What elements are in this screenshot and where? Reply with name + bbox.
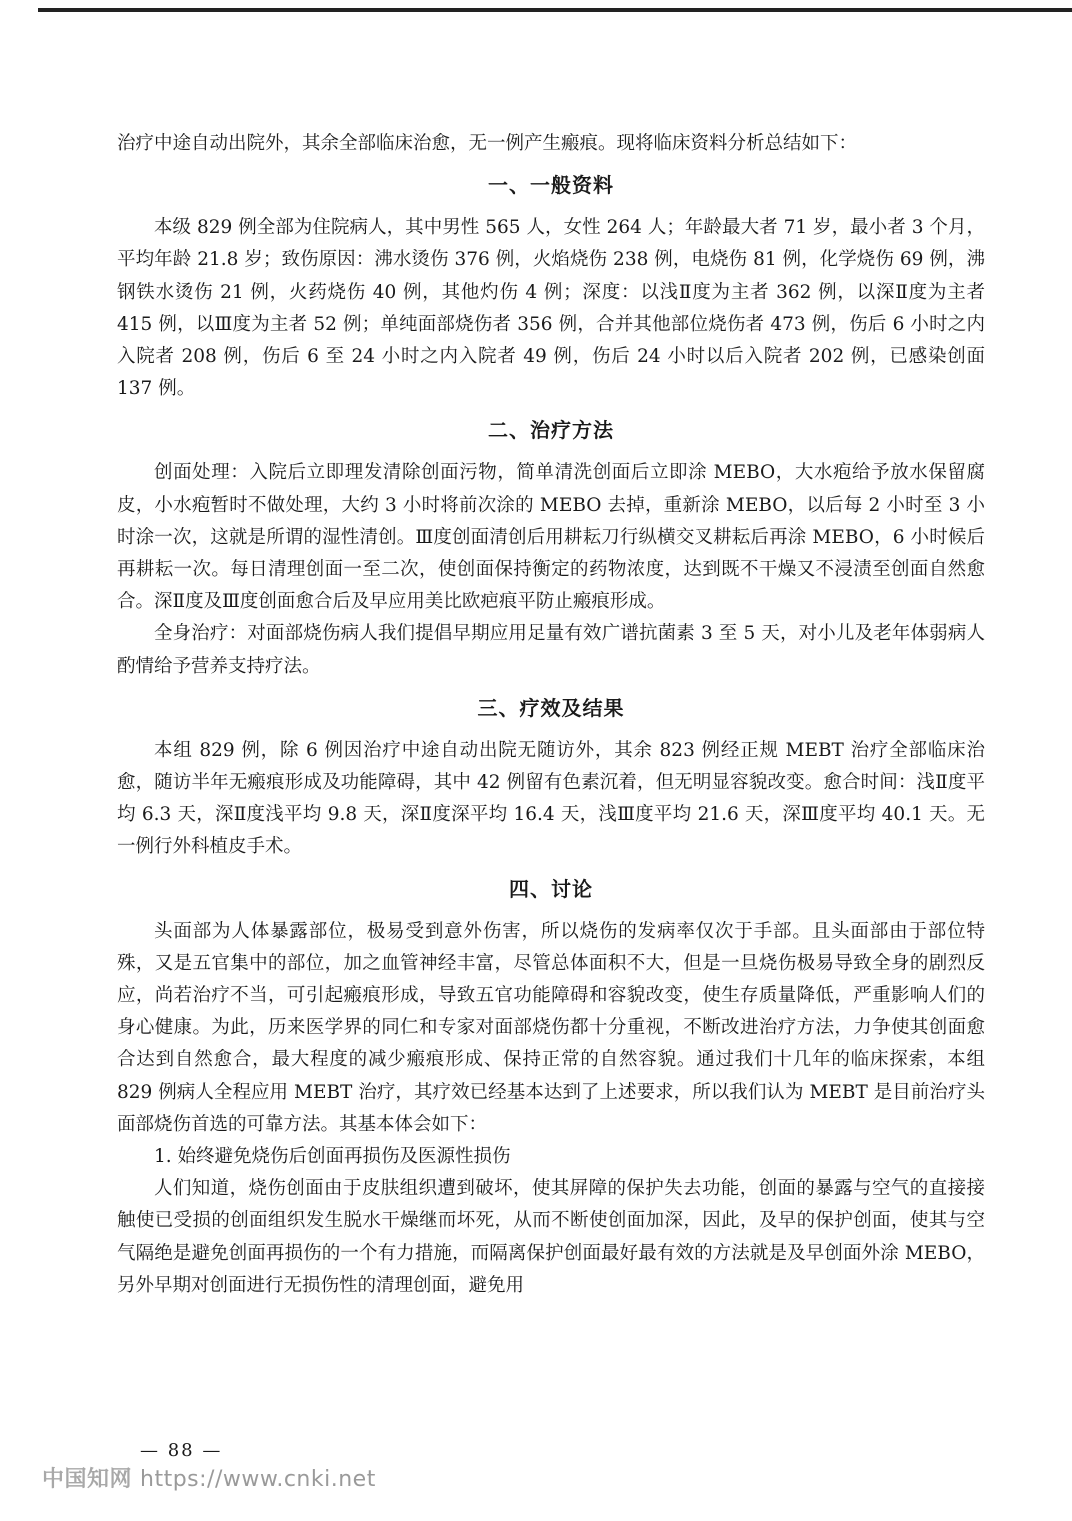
section-heading-general-info: 一、一般资料 [488,173,614,198]
continuation-paragraph: 治疗中途自动出院外，其余全部临床治愈，无一例产生瘢痕。现将临床资料分析总结如下： [117,133,858,154]
watermark-url: https://www.cnki.net [140,1467,376,1492]
systemic-treatment-paragraph: 全身治疗：对面部烧伤病人我们提倡早期应用足量有效广谱抗菌素 3 至 5 天，对小儿及老年体弱病人酌情给予营养支持疗法。 [117,623,985,677]
general-info-paragraph: 本级 829 例全部为住院病人，其中男性 565 人，女性 264 人；年龄最大者 71 岁，最小者 3 个月，平均年龄 21.8 岁；致伤原因：沸水烫伤 376 例，火焰烧伤 238 例，电烧伤 81 例，化学烧伤 69 例，沸钢铁水烫伤 21 例，火药烧伤 40 例，其他灼伤 4 例；深度：以浅Ⅱ度为主者 362 例，以深Ⅱ度为主者 415 例，以Ⅲ度为主者 52 例；单纯面部烧伤者 356 例，合并其他部位烧伤者 473 例，伤后 6 小时之内入院者 208 例，伤后 6 至 24 小时之内入院者 49 例，伤后 24 小时以后入院者 202 例，已感染创面 137 例。 [117,217,985,400]
section-heading-results: 三、疗效及结果 [477,695,625,720]
section-heading-discussion: 四、讨论 [509,876,593,901]
cnki-watermark [42,1462,376,1493]
page-footer [0,1440,1072,1500]
discussion-paragraph: 头面部为人体暴露部位，极易受到意外伤害，所以烧伤的发病率仅次于手部。且头面部由于部位特殊，又是五官集中的部位，加之血管神经丰富，尽管总体面积不大，但是一旦烧伤极易导致全身的剧烈反应，尚若治疗不当，可引起瘢痕形成，导致五官功能障碍和容貌改变，使生存质量降低，严重影响人们的身心健康。为此，历来医学界的同仁和专家对面部烧伤都十分重视，不断改进治疗方法，力争使其创面愈合达到自然愈合，最大程度的减少瘢痕形成、保持正常的自然容貌。通过我们十几年的临床探索，本组 829 例病人全程应用 MEBT 治疗，其疗效已经基本达到了上述要求，所以我们认为 MEBT 是目前治疗头面部烧伤首选的可靠方法。其基本体会如下： [117,920,985,1135]
results-paragraph: 本组 829 例，除 6 例因治疗中途自动出院无随访外，其余 823 例经正规 MEBT 治疗全部临床治愈，随访半年无瘢痕形成及功能障碍，其中 42 例留有色素沉着，但无明显容貌改变。愈合时间：浅Ⅱ度平均 6.3 天，深Ⅱ度浅平均 9.8 天，深Ⅱ度深平均 16.4 天，浅Ⅲ度平均 21.6 天，深Ⅲ度平均 40.1 天。无一例行外科植皮手术。 [117,739,985,858]
document-page [117,128,985,1302]
discussion-subheading: 1. 始终避免烧伤后创面再损伤及医源性损伤 [154,1146,511,1168]
section-heading-treatment: 二、治疗方法 [488,418,614,443]
wound-treatment-paragraph: 创面处理：入院后立即理发清除创面污物，简单清洗创面后立即涂 MEBO，大水疱给予放水保留腐皮，小水疱暂时不做处理，大约 3 小时将前次涂的 MEBO 去掉，重新涂 MEBO，以后每 2 小时至 3 小时涂一次，这就是所谓的湿性清创。Ⅲ度创面清创后用耕耘刀行纵横交叉耕耘后再涂 MEBO，6 小时候后再耕耘一次。每日清理创面一至二次，使创面保持衡定的药物浓度，达到既不干燥又不浸渍至创面自然愈合。深Ⅱ度及Ⅲ度创面愈合后及早应用美比欧疤痕平防止瘢痕形成。 [117,462,985,613]
discussion-point-paragraph: 人们知道，烧伤创面由于皮肤组织遭到破坏，使其屏障的保护失去功能，创面的暴露与空气的直接接触使已受损的创面组织发生脱水干燥继而坏死，从而不断使创面加深，因此，及早的保护创面，使其与空气隔绝是避免创面再损伤的一个有力措施，而隔离保护创面最好最有效的方法就是及早创面外涂 MEBO，另外早期对创面进行无损伤性的清理创面，避免用 [117,1178,985,1296]
page-number: — 88 — [140,1440,223,1461]
top-border-rule [38,8,1072,12]
watermark-brand: 中国知网 [42,1467,133,1492]
